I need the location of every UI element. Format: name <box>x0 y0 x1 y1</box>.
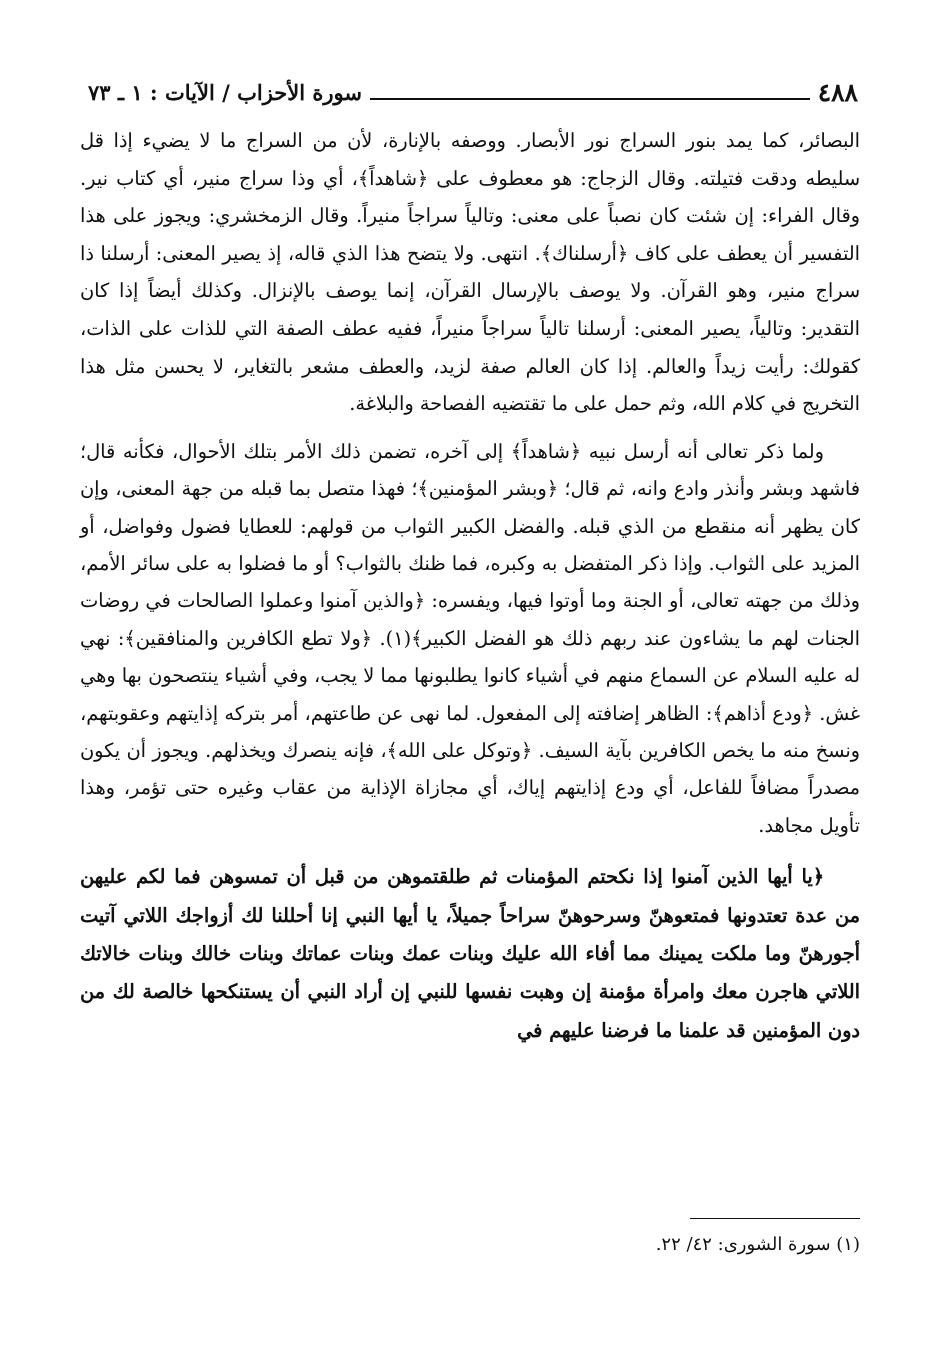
page-number: ٤٨٨ <box>817 77 858 107</box>
paragraph-verse: ﴿يا أيها الذين آمنوا إذا نكحتم المؤمنات ثم طلقتموهن من قبل أن تمسوهن فما لكم عليهن من عدة تعتدونها فمتعوهنّ وسرحوهنّ سراحاً جميلاً، يا أيها النبي إنا أحللنا لك أزواجك اللاتي آتيت أجورهنّ وما ملكت يمينك مما أفاء الله عليك وبنات عمك وبنات عماتك وبنات خالك وبنات خالاتك اللاتي هاجرن معك وامرأة مؤمنة إن وهبت نفسها للنبي إن أراد النبي أن يستنكحها خالصة لك من دون المؤمنين قد علمنا ما فرضنا عليهم في <box>80 865 860 1042</box>
header-rule <box>370 98 810 100</box>
page-body <box>80 122 860 1050</box>
running-title: سورة الأحزاب / الآيات : ١ ـ ٧٣ <box>88 79 362 105</box>
footnote-rule <box>690 1218 860 1219</box>
footnote: (١) سورة الشورى: ٤٢/ ٢٢. <box>655 1234 860 1255</box>
paragraph-commentary-1: البصائر، كما يمد بنور السراج نور الأبصار. ووصفه بالإنارة، لأن من السراج ما لا يضيء إذا قل سليطه ودقت فتيلته. وقال الزجاج: هو معطوف على ﴿شاهداً﴾، أي وذا سراج منير، أي كتاب نير. وقال الفراء: إن شئت كان نصباً على معنى: وتالياً سراجاً منيراً. وقال الزمخشري: ويجوز على هذا التفسير أن يعطف على كاف ﴿أرسلناك﴾. انتهى. ولا يتضح هذا الذي قاله، إذ يصير المعنى: أرسلنا ذا سراج منير، وهو القرآن. ولا يوصف بالإرسال القرآن، إنما يوصف بالإنزال. وكذلك أيضاً إذا كان التقدير: وتالياً، يصير المعنى: أرسلنا تالياً سراجاً منيراً، ففيه عطف الصفة التي للذات على الذات، كقولك: رأيت زيداً والعالم. إذا كان العالم صفة لزيد، والعطف مشعر بالتغاير، لا يحسن مثل هذا التخريج في كلام الله، وثم حمل على ما تقتضيه الفصاحة والبلاغة. <box>80 129 860 416</box>
page-header <box>88 70 858 114</box>
paragraph-commentary-2: ولما ذكر تعالى أنه أرسل نبيه ﴿شاهداً﴾ إلى آخره، تضمن ذلك الأمر بتلك الأحوال، فكأنه قال؛ فاشهد وبشر وأنذر وادع وانه، ثم قال؛ ﴿وبشر المؤمنين﴾؛ فهذا متصل بما قبله من جهة المعنى، وإن كان يظهر أنه منقطع من الذي قبله. والفضل الكبير الثواب من قولهم: للعطايا فضول وفواضل، أو المزيد على الثواب. وإذا ذكر المتفضل به وكبره، فما ظنك بالثواب؟ أو ما فضلوا به على سائر الأمم، وذلك من جهته تعالى، أو الجنة وما أوتوا فيها، ويفسره: ﴿والذين آمنوا وعملوا الصالحات في روضات الجنات لهم ما يشاءون عند ربهم ذلك هو الفضل الكبير﴾(١). ﴿ولا تطع الكافرين والمنافقين﴾: نهي له عليه السلام عن السماع منهم في أشياء كانوا يطلبونها مما لا يجب، وفي أشياء ينتصحون بها وهي غش. ﴿ودع أذاهم﴾: الظاهر إضافته إلى المفعول. لما نهى عن طاعتهم، أمر بتركه إذايتهم وعقوبتهم، ونسخ منه ما يخص الكافرين بآية السيف. ﴿وتوكل على الله﴾، فإنه ينصرك ويخذلهم. ويجوز أن يكون مصدراً مضافاً للفاعل، أي ودع إذايتهم إياك، أي مجازاة الإذاية من عقاب وغيره حتى تؤمر، وهذا تأويل مجاهد. <box>80 439 861 837</box>
